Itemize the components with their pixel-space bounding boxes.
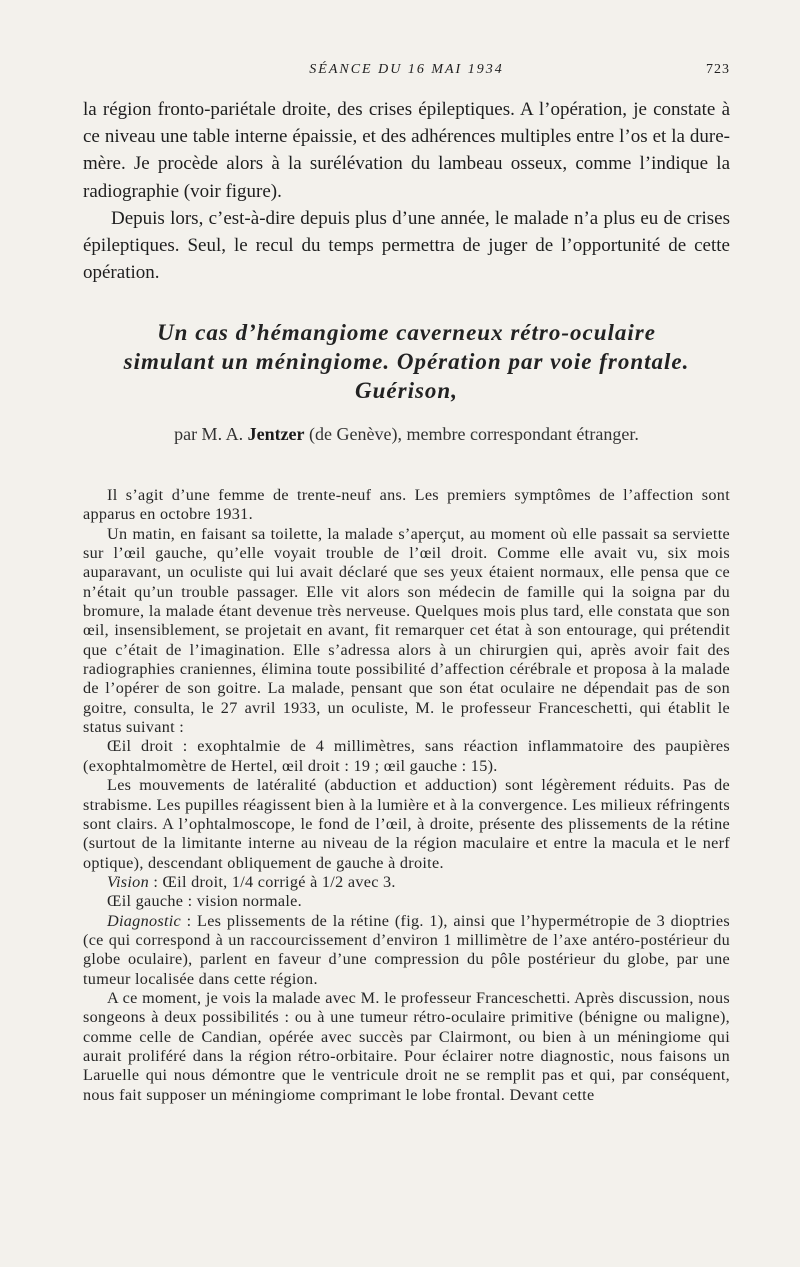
vision-paragraph (83, 873, 730, 892)
byline-suffix: (de Genève), membre correspondant étranger. (309, 424, 639, 444)
body-paragraph: Un matin, en faisant sa toilette, la malade s’aperçut, au moment où elle passait sa serviette sur l’œil gauche, qu’elle voyait trouble de l’œil droit. Comme elle avait vu, six mois auparavant, un oculiste qui lui avait déclaré que ses yeux étaient normaux, elle pensa que ce n’était qu’un trouble passager. Elle vit alors son médecin de famille qui la soigna par du bromure, la malade étant devenue très nerveuse. Quelques mois plus tard, elle constata que son œil, insensiblement, se projetait en avant, fit remarquer cet état à son entourage, qui prétendit que c’était de l’imagination. Elle s’adressa alors à un chirurgien qui, après avoir fait des radiographies craniennes, élimina toute possibilité d’affection cérébrale et proposa à la malade de l’opérer de son goitre. La malade, pensant que son état oculaire ne dépendait pas de son goitre, consulta, le 27 avril 1933, un oculiste, M. le professeur Franceschetti, qui établit le status suivant : (83, 524, 730, 737)
title-line-2: simulant un méningiome. Opération par voie frontale. (123, 349, 690, 374)
body-paragraph: A ce moment, je vois la malade avec M. le professeur Franceschetti. Après discussion, nous songeons à deux possibilités : ou à une tumeur rétro-oculaire primitive (bénigne ou maligne), comme celle de Candian, opérée avec succès par Clairmont, ou bien à un méningiome qui aurait proliféré dans la région rétro-orbitaire. Pour éclairer notre diagnostic, nous faisons un Laruelle qui nous démontre que le ventricule droit ne se remplit pas et qui, par conséquent, nous fait supposer un méningiome comprimant le lobe frontal. Devant cette (83, 988, 730, 1104)
lead-paragraph-1: la région fronto-pariétale droite, des crises épileptiques. A l’opération, je constate à ce niveau une table interne épaissie, et des adhérences multiples entre l’os et la dure-mère. Je procède alors à la surélévation du lambeau osseux, comme l’indique la radiographie (voir figure). (83, 99, 730, 202)
vision-label: Vision (107, 872, 149, 891)
author-name: Jentzer (247, 424, 305, 444)
diagnostic-text: : Les plissements de la rétine (fig. 1), ainsi que l’hypermétropie de 3 dioptries (ce qui correspond à un raccourcissement d’environ 1 millimètre de l’axe antéro-postérieur du globe oculaire), parlent en faveur d’une compression du pôle postérieur du globe, par une tumeur localisée dans cette région. (83, 911, 730, 988)
title-line-1: Un cas d’hémangiome caverneux rétro-oculaire (157, 320, 656, 345)
title-line-3: Guérison, (355, 378, 458, 403)
running-title: SÉANCE DU 16 MAI 1934 (309, 62, 504, 77)
diagnostic-label: Diagnostic (107, 911, 182, 930)
body-paragraph: Il s’agit d’une femme de trente-neuf ans. Les premiers symptômes de l’affection sont apparus en octobre 1931. (83, 486, 730, 524)
body-paragraph: Œil droit : exophtalmie de 4 millimètres, sans réaction inflammatoire des paupières (exophtalmomètre de Hertel, œil droit : 19 ; œil gauche : 15). (83, 737, 730, 775)
page-header (83, 62, 730, 86)
previous-article-ending (83, 96, 730, 286)
body-paragraph: Les mouvements de latéralité (abduction et adduction) sont légèrement réduits. Pas de strabisme. Les pupilles réagissent bien à la lumière et à la convergence. Les milieux réfringents sont clairs. A l’ophtalmoscope, le fond de l’œil, à droite, présente des plissements de la rétine (surtout de la limitante interne au niveau de la région maculaire et entre la macula et le nerf optique), descendant obliquement de gauche à droite. (83, 776, 730, 872)
page-number: 723 (706, 62, 730, 77)
lead-paragraph-2: Depuis lors, c’est-à-dire depuis plus d’une année, le malade n’a plus eu de crises épileptiques. Seul, le recul du temps permettra de juger de l’opportunité de cette opération. (83, 207, 730, 284)
vision-text: : Œil droit, 1/4 corrigé à 1/2 avec 3. (148, 872, 396, 891)
byline-prefix: par M. A. (174, 424, 244, 444)
article-title (83, 318, 730, 405)
diagnostic-paragraph (83, 912, 730, 989)
byline (83, 424, 730, 445)
body-paragraph: Œil gauche : vision normale. (107, 892, 302, 911)
article-body (83, 486, 730, 1105)
